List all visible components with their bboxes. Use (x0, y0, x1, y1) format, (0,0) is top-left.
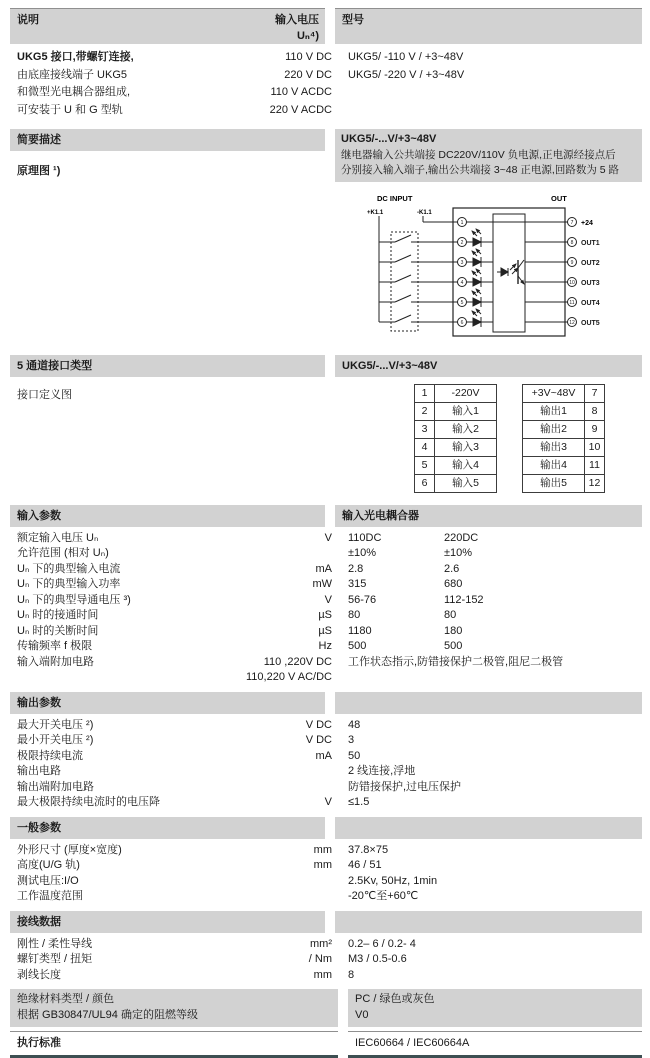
param-value: 500 (348, 640, 367, 652)
description-row: 和微型光电耦合器组成, 110 V ACDC (17, 86, 332, 98)
description-header-bar (10, 8, 325, 44)
output-params-values (342, 714, 642, 811)
param-value: ±10% (444, 547, 473, 559)
insulation-values (348, 989, 642, 1027)
output-terminal-label: +24 (581, 219, 593, 227)
param-unit: µS (318, 624, 332, 637)
top-header (10, 8, 642, 44)
pin-number: 11 (585, 456, 605, 474)
pin-number: 9 (585, 420, 605, 438)
input-params-values (342, 527, 642, 686)
output-terminal-label: OUT4 (581, 299, 600, 307)
model-item: UKG5/ -220 V / +3~48V (348, 68, 465, 81)
param-label: 输出电路 (17, 765, 61, 777)
param-label: 最小开关电压 ²) (17, 734, 94, 746)
param-value: 80 (444, 609, 457, 621)
general-params-bar (10, 817, 325, 839)
param-value: ≤1.5 (348, 796, 370, 808)
wiring-data-labels (10, 933, 332, 984)
param-label: 测试电压:I/O (17, 874, 79, 887)
output-params-right-bar (335, 692, 642, 714)
param-value: 2.5Kv, 50Hz, 1min (348, 874, 438, 887)
pin-number: 2 (415, 402, 435, 420)
description-row: 可安装于 U 和 G 型轨 220 V ACDC (17, 103, 332, 116)
param-label: 最大开关电压 ²) (17, 718, 94, 731)
pin-label: 输出3 (523, 438, 585, 456)
param-unit: mm (313, 843, 332, 856)
param-label: 极限持续电流 (17, 749, 83, 762)
table-row (415, 384, 605, 402)
param-value: 46 / 51 (348, 859, 382, 871)
param-label: 螺钉类型 / 扭矩 (17, 953, 93, 965)
pin-number: 4 (415, 438, 435, 456)
param-value: 110DC (348, 531, 382, 544)
terminal-number: 10 (569, 279, 575, 286)
model-list (342, 44, 642, 123)
wiring-data-right-bar (335, 911, 642, 933)
param-label: Uₙ 下的典型输入电流 (17, 562, 121, 575)
interface-definition-table (414, 384, 605, 493)
param-value: 8 (348, 968, 355, 981)
output-terminal-label: OUT2 (581, 259, 600, 267)
schematic-diagram (365, 192, 642, 347)
param-unit: mm² (310, 937, 332, 950)
param-value: -20℃至+60℃ (348, 890, 419, 902)
pin-label: 输入3 (435, 438, 497, 456)
param-value: 112-152 (444, 593, 484, 606)
param-label: 额定输入电压 Uₙ (17, 531, 99, 544)
param-value: 2.8 (348, 562, 364, 575)
terminal-number: 11 (569, 299, 575, 306)
param-value: 防错接保护,过电压保护 (348, 780, 462, 793)
brief-description-block (335, 129, 642, 182)
param-value: 220DC (444, 531, 479, 544)
param-label: 最大极限持续电流时的电压降 (17, 796, 160, 808)
param-unit: mA (315, 562, 332, 575)
terminal-number: 4 (460, 279, 464, 286)
param-unit: V DC (305, 734, 332, 746)
pin-label: +3V~48V (523, 384, 585, 402)
terminal-number: 12 (569, 319, 575, 326)
terminal-number: 3 (460, 259, 464, 266)
param-value: 56-76 (348, 593, 377, 606)
param-label: 绝缘材料类型 / 颜色 (17, 993, 115, 1005)
table-divider (497, 384, 523, 492)
insulation-labels (10, 989, 338, 1027)
wiring-data-title: 接线数据 (17, 915, 61, 928)
param-unit: 110,220 V AC/DC (245, 671, 332, 683)
input-optocoupler-title: 输入光电耦合器 (342, 509, 419, 522)
out-label: OUT (551, 193, 567, 203)
param-value: 50 (348, 749, 361, 762)
brief-block-line: 分别接入输入端子,输出公共端接 3~48 正电源,回路数为 5 路 (341, 164, 619, 176)
interface-definition-label: 接口定义图 (17, 388, 72, 401)
description-title: 说明 (17, 14, 39, 26)
pin-number: 1 (415, 384, 435, 402)
pin-label: 输入4 (435, 456, 497, 474)
output-terminal-label: OUT1 (581, 239, 600, 247)
pin-number: 12 (585, 474, 605, 492)
param-value: M3 / 0.5-0.6 (348, 953, 407, 965)
param-label: 传输频率 f 极限 (17, 640, 93, 652)
terminal-number: 6 (460, 319, 464, 326)
param-label: 刚性 / 柔性导线 (17, 937, 93, 950)
brief-block-line: 继电器输入公共端接 DC220V/110V 负电源,正电源经接点后 (341, 148, 616, 161)
description-row: UKG5 接口,带螺钉连接, 110 V DC (17, 51, 332, 63)
terminal-number: 8 (570, 239, 574, 246)
param-value: 48 (348, 718, 361, 731)
param-unit: µS (318, 609, 332, 621)
brief-title: 简要描述 (17, 134, 61, 146)
input-voltage-header (275, 12, 319, 41)
param-label: Uₙ 下的典型输入功率 (17, 578, 121, 590)
param-value: PC / 绿色或灰色 (355, 993, 435, 1005)
interface-variant-title: UKG5/-...V/+3~48V (342, 359, 438, 372)
output-terminal-label: OUT5 (581, 319, 600, 327)
wiring-data-values (342, 933, 642, 984)
param-label: 剥线长度 (17, 968, 61, 981)
input-voltage-symbol: Uₙ⁴) (296, 30, 319, 42)
param-unit: V (324, 593, 332, 606)
interface-title: 5 通道接口类型 (17, 359, 93, 372)
param-label: 根据 GB30847/UL94 确定的阻燃等级 (17, 1008, 198, 1021)
optocoupler-box (493, 214, 525, 332)
general-params-labels (10, 839, 332, 905)
pin-label: 输入2 (435, 420, 497, 438)
param-value: V0 (355, 1008, 369, 1021)
param-label: 输出端附加电路 (17, 780, 94, 793)
param-unit: V DC (305, 718, 332, 731)
param-label: 高度(U/G 轨) (17, 859, 80, 871)
param-label: Uₙ 下的典型导通电压 ³) (17, 593, 131, 606)
input-params-title: 输入参数 (17, 509, 61, 522)
param-label: 允许范围 (相对 Uₙ) (17, 547, 109, 559)
param-value: 37.8×75 (348, 843, 389, 856)
pin-label: 输入1 (435, 402, 497, 420)
param-value: 315 (348, 578, 367, 590)
general-params-title: 一般参数 (17, 821, 61, 834)
param-unit: V (324, 531, 332, 544)
output-params-labels (10, 714, 332, 811)
param-value: 80 (348, 609, 361, 621)
pin-number: 7 (585, 384, 605, 402)
brief-block-title: UKG5/-...V/+3~48V (341, 133, 437, 145)
param-label: 输入端附加电路 (17, 655, 94, 668)
dc-input-label: DC INPUT (377, 193, 413, 203)
param-unit: mm (313, 859, 332, 871)
interface-right-bar (335, 355, 642, 377)
param-value: 2.6 (444, 562, 460, 575)
param-value: 1180 (348, 624, 372, 637)
standard-label: 执行标准 (10, 1031, 338, 1058)
param-value: 500 (444, 640, 463, 652)
param-value: 工作状态指示,防错接保护二极管,阻尼二极管 (348, 655, 564, 668)
pin-number: 5 (415, 456, 435, 474)
param-unit: 110 ,220V DC (263, 655, 332, 668)
param-value: 2 线连接,浮地 (348, 765, 416, 777)
terminal-number: 1 (460, 219, 464, 226)
pin-number: 10 (585, 438, 605, 456)
param-unit: V (324, 796, 332, 808)
input-optocoupler-bar (335, 505, 642, 527)
param-label: Uₙ 时的关断时间 (17, 624, 99, 637)
schematic-label: 原理图 ¹) (17, 165, 61, 177)
param-unit: mW (312, 578, 332, 590)
pin-label: 输出5 (523, 474, 585, 492)
terminal-number: 2 (460, 239, 464, 246)
wiring-data-bar (10, 911, 325, 933)
param-value: 680 (444, 578, 463, 590)
pin-number: 3 (415, 420, 435, 438)
param-value: ±10% (348, 547, 377, 559)
param-unit: mA (315, 749, 332, 762)
general-params-values (342, 839, 642, 905)
param-unit: / Nm (308, 953, 332, 965)
input-voltage-label: 输入电压 (275, 14, 319, 26)
pin-label: -220V (435, 384, 497, 402)
pin-number: 6 (415, 474, 435, 492)
param-value: 180 (444, 624, 463, 637)
pin-label: 输出2 (523, 420, 585, 438)
output-params-bar (10, 692, 325, 714)
terminal-number: 5 (460, 299, 464, 306)
standard-value: IEC60664 / IEC60664A (348, 1031, 642, 1058)
brief-header-bar (10, 129, 325, 151)
plus-k-label: +K1.1 (367, 209, 384, 216)
pin-label: 输出1 (523, 402, 585, 420)
model-header-bar (335, 8, 642, 44)
param-label: 工作温度范围 (17, 890, 83, 902)
general-params-right-bar (335, 817, 642, 839)
param-label: Uₙ 时的接通时间 (17, 609, 99, 621)
description-row: 由底座接线端子 UKG5 220 V DC (17, 68, 332, 81)
pin-label: 输出4 (523, 456, 585, 474)
model-title: 型号 (342, 14, 364, 26)
description-rows (10, 44, 332, 123)
terminal-number: 7 (570, 219, 574, 226)
terminal-number: 9 (570, 259, 574, 266)
param-unit: mm (313, 968, 332, 981)
pin-number: 8 (585, 402, 605, 420)
param-label: 外形尺寸 (厚度×宽度) (17, 843, 122, 856)
output-params-title: 输出参数 (17, 696, 61, 709)
input-params-labels (10, 527, 332, 686)
param-value: 3 (348, 734, 355, 746)
param-unit: Hz (318, 640, 332, 652)
interface-header-bar (10, 355, 325, 377)
param-value: 0.2– 6 / 0.2- 4 (348, 937, 416, 950)
model-item: UKG5/ -110 V / +3~48V (348, 51, 464, 63)
pin-label: 输入5 (435, 474, 497, 492)
output-terminal-label: OUT3 (581, 279, 600, 287)
input-params-bar (10, 505, 325, 527)
minus-k-label: -K1.1 (417, 209, 432, 216)
